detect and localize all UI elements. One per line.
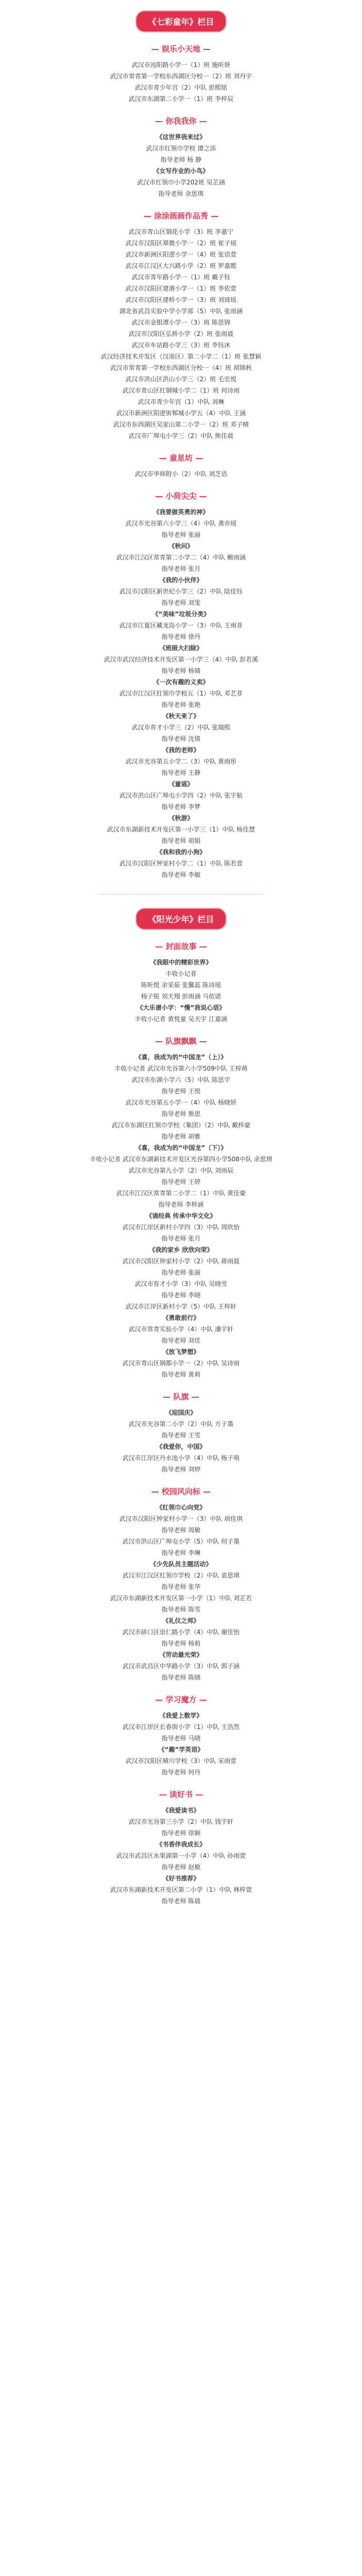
work-title: 《书香伴我成长》 [156,1841,206,1848]
credit-line: 武汉市汉阳区钟家村小学二（1）中队 陈若萱 [119,860,243,867]
credit-line: 武汉市汉阳区建桥小学一（3）班 刘琦瑶 [125,296,237,303]
credit-line: 杨子锐 刘天翔 彭雨涵 马依诺 [141,993,221,1000]
credit-line: 指导老师 周敏 [161,1527,201,1534]
credit-line: 武汉市汉阳区建港小学一（1）班 李依萱 [125,285,237,292]
credit-line: 指导老师 胡娟 [161,837,201,844]
credit-line: 武汉市洪山区洪山小学三（2）班 毛宏悦 [125,376,237,383]
credit-line: 武汉市江岸区丹水池小学（4）中队 杨子萌 [122,1454,240,1462]
credit-line: 指导老师 陈雪 [161,1606,201,1613]
credit-line: 指导老师 刘婷 [161,1466,201,1473]
credit-line: 指导老师 何丹 [161,1769,201,1776]
credit-line: 丰收小记者 黄悦童 吴天宇 江嘉涵 [134,1015,228,1023]
work-title: 《秋游》 [168,815,194,822]
work-title: 《我和我的小狗》 [156,849,206,856]
credit-line: 指导老师 刘佳 [161,1337,201,1344]
credit-line: 武汉市江汉区大兴路小学（2）班 罗嘉懿 [125,262,237,269]
work-title: 《班级大扫除》 [159,645,203,652]
credit-line: 指导老师 张华 [161,1583,201,1590]
section-title: — 你我我你 — [155,116,207,126]
credit-line: 武汉市光谷第二小学（2）中队 方子墨 [128,1420,234,1428]
credit-line: 武汉市洪山区广埠屯小学（5）中队 何子墨 [122,1538,240,1545]
credit-line: 武汉市新洲区阳逻街邾城小学五（4）中队 王涵 [116,410,246,417]
section [0,44,362,105]
work-title: 《放飞梦想》 [162,1348,200,1355]
credit-line: 武汉市常青第一学校东西湖区分校一（2）班 刘丹宇 [110,73,252,80]
section-title: — 校园风向标 — [151,1487,211,1496]
credit-line: 指导老师 沈倩 [161,735,201,742]
section [0,116,362,199]
credit-line: 武汉市东湖新技术开发区第一小学（1）中队 刘芷若 [110,1595,252,1602]
credit-line: 武汉市江汉区红领巾学校五（1）中队 邓艺菲 [119,690,243,697]
credit-line: 武汉市汉阳区翠微小学一（2）班 崔子瑶 [125,240,237,247]
credit-line: 武汉市沌阳路小学一（1）班 施昕妍 [131,61,231,69]
column-banner-wrap [0,908,362,930]
credit-line: 武汉市新洲区阳逻小学一（4）班 张语萱 [125,251,237,258]
work-title: 《我的家乡 欣欣向荣》 [149,1246,213,1253]
work-title: 《诵经典 传承中华文化》 [146,1212,216,1219]
credit-line: 武汉市江岸区新村小学（5）中队 王梓轩 [125,1303,237,1310]
credit-line: 指导老师 李晓 [161,1292,201,1299]
work-title: 《我眼中的精彩世界》 [150,959,212,966]
work-title: 《秋天来了》 [162,713,200,720]
work-title: 《喜，我成为的“中国龙”（下）》 [135,1144,227,1151]
credit-line: 指导老师 陈晓 [161,1674,201,1681]
credit-line: 武汉市东湖第二小学一（1）班 李梓辰 [128,95,234,103]
work-title: 《大乐谱小字：“慢”我说心语》 [136,1004,226,1011]
column-banner-wrap [0,10,362,32]
credit-line: 指导老师 李敏 [161,871,201,878]
credit-line: 武汉市光谷第六小学三（4）中队 龚亦瑶 [125,520,237,527]
section [0,1392,362,1475]
credit-line: 武汉市光谷第三小学（2）中队 钱宇轩 [128,1818,234,1825]
work-title: 《一次有趣的义卖》 [153,679,209,686]
credit-line: 指导老师 胡雅 [161,1133,201,1140]
credit-line: 武汉市育才小学（3）中队 吴晓雪 [134,1280,228,1287]
credit-line: 武汉市青山区钢都小学一（2）中队 吴诗雨 [122,1360,240,1367]
section-title: — 童星坊 — [159,453,203,463]
credit-line: 指导老师 杨 静 [160,156,202,163]
credit-line: 武汉市东湖新技术开发区第二小学（1）中队 林梓萱 [110,1886,252,1893]
work-title: 《“趣”学英语》 [158,1746,204,1753]
credit-line: 指导老师 熊思 [161,1110,201,1117]
credit-line: 武汉市青少年宫（2）中队 彭熙铭 [134,84,228,91]
part-qicai-tongnian [0,10,362,880]
credit-line: 武汉市汉阳区晴川学校（3）中队 宋雨萱 [125,1757,237,1765]
credit-line: 武汉市东湖区红领巾学校（集团）（2）中队 戴梓豪 [111,1122,251,1129]
work-title: 《女写作业的小鸟》 [153,167,209,175]
credit-line: 武汉市汉阳区钟家村小学一（3）中队 胡佳琪 [119,1515,243,1522]
credit-line: 武汉市光谷第五小学二（3）中队 黄雨彤 [125,758,237,765]
section [0,1789,362,1907]
work-title: 《少先队员主题活动》 [150,1561,212,1568]
credit-line: 指导老师 张月 [161,1235,201,1242]
credit-line: 指导老师 李梦 [161,803,201,810]
credit-line: 指导老师 刘雯 [161,599,201,606]
credit-line: 指导老师 杨莉 [161,1640,201,1647]
credit-line: 指导老师 赵敏 [161,1863,201,1871]
credit-line: 指导老师 张月 [161,565,201,572]
work-title: 《我爱上数学》 [159,1712,203,1719]
work-title: 《秋问》 [168,543,194,550]
credit-line: 指导老师 王悦 [161,1088,201,1095]
credit-line: 指导老师 杨婧 [161,667,201,674]
section-title: — 队旗 — [163,1392,199,1401]
credit-line: 陈昕悦 余采茹 张馨蕊 陈诗瑶 [141,981,221,989]
credit-line: 指导老师 王雪 [161,1432,201,1439]
credit-line: 武汉市常青实验小学（4）中队 潘宇轩 [128,1326,234,1333]
section-title: — 涂涂画画作品秀 — [143,211,219,221]
credit-line: 武汉市江岸区新村小学四（3）中队 周欣怡 [122,1224,240,1231]
credit-line: 湖北省武昌实验中学小学部（5）中队 张雨涵 [119,308,243,315]
credit-line: 武汉市武汉经济技术开发区第一小学三（4）中队 彭若溪 [104,656,258,663]
credit-line: 指导老师 马晓 [161,1735,201,1742]
credit-line: 武汉市青年路小学一（1）班 戴子钰 [131,274,231,281]
work-title: 《我的小伙伴》 [159,577,203,584]
credit-line: 武汉市洪山区广埠屯小学四（2）中队 张宇航 [119,792,243,799]
section-title: — 读好书 — [159,1790,203,1799]
credit-line: 武汉市青少年宫（1）中队 刘琳 [137,398,225,405]
credit-line: 武汉市江汉区红领巾学校（2）中队 袁思琪 [122,1572,240,1579]
credit-line: 武汉市青山区钢花小学（3）班 李嘉宁 [128,228,234,235]
credit-line: 指导老师 张艳 [161,701,201,708]
work-title: 《我要做英勇的神》 [153,509,209,516]
section-title: — 娱乐小天地 — [151,44,211,54]
credit-line: 武汉经济技术开发区（汉南区）第二小学二（1）班 张慧颖 [100,353,262,360]
work-title: 《迎国庆》 [165,1409,197,1416]
credit-line: 武汉市汉阳区弘桥小学（2）班 张雨晨 [128,330,234,337]
credit-line: 武汉市光谷第九小学（2）中队 刘雨辰 [128,1167,234,1174]
section [0,491,362,880]
section [0,211,362,442]
credit-line: 武汉市硚口区崇仁路小学（4）中队 谢佳怡 [122,1629,240,1636]
work-title: 《我爱你，中国》 [156,1443,206,1450]
credit-line: 武汉市东湖小学六（5）中队 陈思宇 [131,1076,231,1083]
work-title: 《这世界我来过》 [156,133,206,141]
section-title: — 队旗飘飘 — [155,1037,207,1046]
section [0,1486,362,1683]
credit-line: 指导老师 李琳 [161,1549,201,1556]
credit-line: 武汉市广埠屯小学三（2）中队 熊佳晨 [128,432,234,439]
credit-line: 指导老师 李梓涵 [158,1201,204,1208]
credit-line: 指导老师 黄莉 [161,1371,201,1378]
credit-line: 指导老师 徐颖 [161,1829,201,1837]
work-title: 《好书推荐》 [162,1875,200,1882]
credit-line: 武汉市常青第一学校东西湖区分校一（4）班 胡锦秋 [110,364,252,371]
part-yangguang-shaonian [0,908,362,1907]
column-banner: 《七彩童年》栏目 [135,10,226,32]
credit-line: 丰收小记者 [165,970,197,977]
work-title: 《红领巾心向党》 [156,1504,206,1511]
work-title: 《我爱读书》 [162,1807,200,1814]
credit-line: 武汉市金银潭小学一（3）班 陈思锦 [131,319,231,326]
credit-line: 武汉市江夏区藏龙岛小学一（3）中队 王雨菲 [119,622,243,629]
section-title: — 封面故事 — [155,942,207,951]
section-title: — 小荷尖尖 — [155,492,207,501]
section-title: — 学习魔方 — [155,1695,207,1704]
credit-line: 指导老师 张丽 [161,1269,201,1276]
work-title: 《礼仪之邦》 [162,1617,200,1624]
credit-line: 指导老师 王静 [161,769,201,776]
credit-line: 武汉市红领巾学校 谭之添 [146,145,216,152]
credit-line: 武汉市汉阳区钟家村小学（2）中队 蒋雨晨 [122,1258,240,1265]
credit-line: 丰收小记者 武汉市光谷第六小学509中队 王梓萌 [114,1065,248,1072]
credit-line: 武汉市青山区红钢城小学二（1）班 何诗雨 [122,387,240,394]
section [0,1036,362,1380]
work-title: 《劳动最光荣》 [159,1651,203,1658]
credit-line: 武汉市红领巾小学202班 吴芷涵 [137,179,225,186]
credit-line: 武汉市东湖新技术开发区第一小学三（1）中队 杨佳慧 [107,826,255,833]
credit-line: 指导老师 陈晨 [161,1897,201,1905]
work-title: 《“美味”垃圾分类》 [152,611,210,618]
credit-line: 指导老师 张丽 [161,531,201,538]
work-title: 《童谣》 [168,781,194,788]
section [0,1694,362,1778]
work-title: 《勇敢前行》 [162,1314,200,1321]
credit-line: 武汉市育才小学三（2）中队 张瑞熙 [131,724,231,731]
credit-line: 武汉市江岸区长春街小学（1）中队 王浩然 [122,1723,240,1731]
credit-line: 武汉市东西湖区吴家山第二小学一（2）班 邓子晴 [113,421,249,428]
credit-line: 指导老师 徐丹 [161,633,201,640]
credit-line: 武汉市车站路小学三（3）班 李钰沐 [131,342,231,349]
credit-line: 丰收小记者 武汉市东湖新技术开发区光谷第四小学508中队 余思琪 [90,1156,272,1163]
credit-line: 指导老师 王婷 [161,1178,201,1185]
section [0,941,362,1025]
credit-line: 武汉市汉阳区新世纪小学三（2）中队 陆佳钰 [119,588,243,595]
credit-line: 武汉市武昌区水果湖第一小学（4）中队 孙雨萱 [116,1852,246,1859]
credit-line: 武汉市江汉区常青第二小学二（4）中队 鲍雨涵 [116,554,246,561]
work-title: 《喜，我成为的“中国龙”（上）》 [135,1054,227,1061]
credit-line: 武汉市江汉区常青第二小学二（1）中队 黄佳豪 [116,1190,246,1197]
credit-line: 武汉市华师附小（2）中队 刘芝语 [134,470,228,478]
credit-line: 武汉市光谷第五小学一（4）中队 杨晓妍 [125,1099,237,1106]
credit-line: 指导老师 余思琪 [158,190,204,197]
section [0,453,362,480]
work-title: 《我的老师》 [162,747,200,754]
credit-line: 武汉市武昌区中华路小学（3）中队 郭子涵 [122,1663,240,1670]
column-banner: 《阳光少年》栏目 [135,908,226,930]
